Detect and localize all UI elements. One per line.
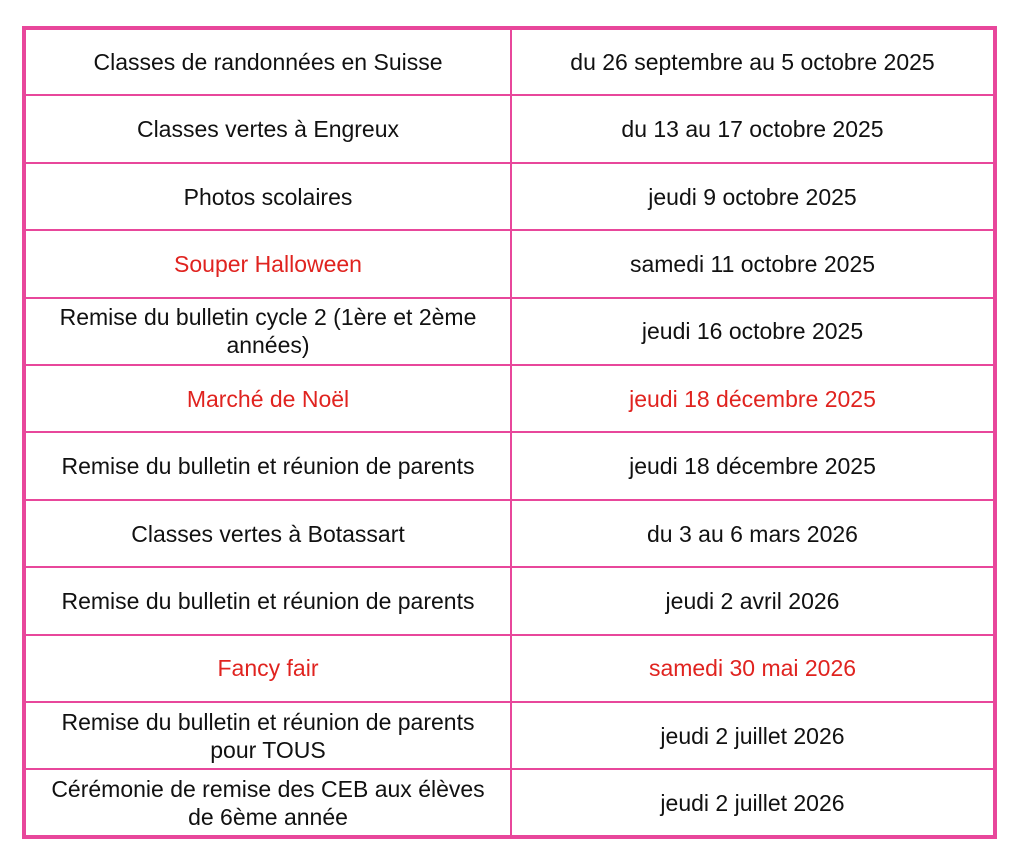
event-cell: Remise du bulletin et réunion de parents <box>24 567 511 634</box>
table-row <box>24 702 995 769</box>
table-row <box>24 298 995 365</box>
table-row <box>24 365 995 432</box>
table-row <box>24 500 995 567</box>
date-cell: du 3 au 6 mars 2026 <box>511 500 995 567</box>
event-cell: Photos scolaires <box>24 163 511 230</box>
event-cell: Cérémonie de remise des CEB aux élèves de 6ème année <box>24 769 511 837</box>
event-cell: Remise du bulletin et réunion de parents <box>24 432 511 499</box>
event-cell: Souper Halloween <box>24 230 511 297</box>
date-cell: jeudi 18 décembre 2025 <box>511 432 995 499</box>
table-row <box>24 432 995 499</box>
table-row <box>24 28 995 95</box>
date-cell: du 26 septembre au 5 octobre 2025 <box>511 28 995 95</box>
date-cell: samedi 11 octobre 2025 <box>511 230 995 297</box>
event-cell: Classes vertes à Botassart <box>24 500 511 567</box>
table-row <box>24 163 995 230</box>
event-cell: Fancy fair <box>24 635 511 702</box>
date-cell: jeudi 2 juillet 2026 <box>511 702 995 769</box>
school-calendar-table <box>22 26 997 839</box>
table-row <box>24 230 995 297</box>
table-row <box>24 567 995 634</box>
event-cell: Remise du bulletin cycle 2 (1ère et 2ème années) <box>24 298 511 365</box>
date-cell: samedi 30 mai 2026 <box>511 635 995 702</box>
date-cell: jeudi 18 décembre 2025 <box>511 365 995 432</box>
event-cell: Classes de randonnées en Suisse <box>24 28 511 95</box>
calendar-body <box>24 28 995 837</box>
date-cell: du 13 au 17 octobre 2025 <box>511 95 995 162</box>
event-cell: Remise du bulletin et réunion de parents pour TOUS <box>24 702 511 769</box>
table-row <box>24 95 995 162</box>
table-row <box>24 635 995 702</box>
event-cell: Marché de Noël <box>24 365 511 432</box>
date-cell: jeudi 16 octobre 2025 <box>511 298 995 365</box>
date-cell: jeudi 2 juillet 2026 <box>511 769 995 837</box>
date-cell: jeudi 2 avril 2026 <box>511 567 995 634</box>
table-row <box>24 769 995 837</box>
date-cell: jeudi 9 octobre 2025 <box>511 163 995 230</box>
event-cell: Classes vertes à Engreux <box>24 95 511 162</box>
